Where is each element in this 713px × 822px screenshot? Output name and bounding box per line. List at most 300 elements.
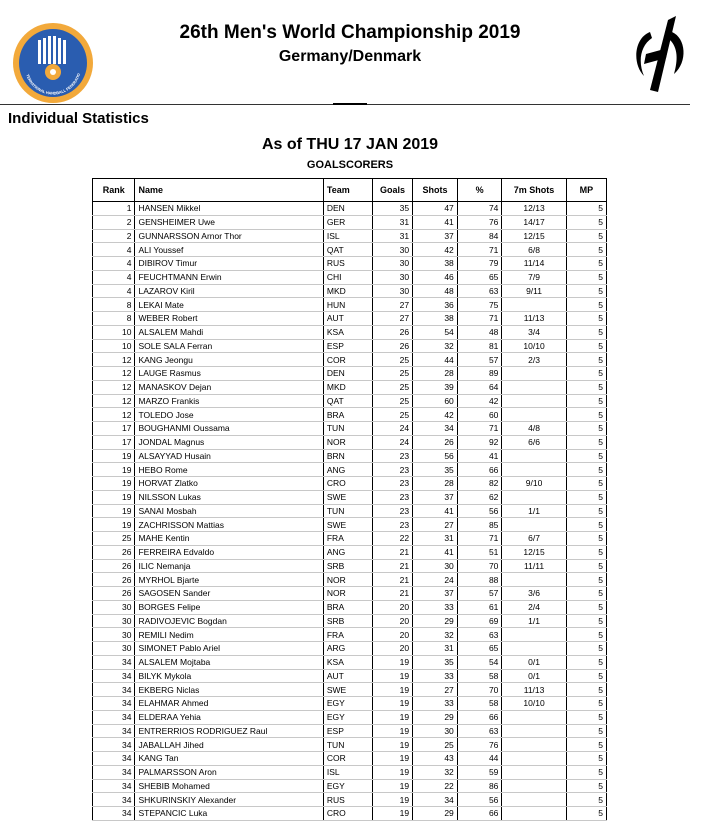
table-row xyxy=(93,229,607,243)
percent-cell: 63 xyxy=(457,628,502,642)
percent-cell: 82 xyxy=(457,477,502,491)
name-cell: SAGOSEN Sander xyxy=(135,587,323,601)
percent-cell: 63 xyxy=(457,724,502,738)
7m-shots-cell: 0/1 xyxy=(502,669,566,683)
team-cell: TUN xyxy=(323,504,372,518)
mp-cell: 5 xyxy=(566,312,606,326)
7m-shots-cell xyxy=(502,298,566,312)
mp-cell: 5 xyxy=(566,724,606,738)
table-row xyxy=(93,270,607,284)
7m-shots-cell: 9/10 xyxy=(502,477,566,491)
name-cell: NILSSON Lukas xyxy=(135,490,323,504)
goals-cell: 19 xyxy=(372,765,412,779)
rank-cell: 34 xyxy=(93,683,135,697)
name-cell: EKBERG Niclas xyxy=(135,683,323,697)
goals-cell: 21 xyxy=(372,573,412,587)
7m-shots-cell: 11/11 xyxy=(502,559,566,573)
name-cell: HEBO Rome xyxy=(135,463,323,477)
percent-cell: 74 xyxy=(457,202,502,216)
team-cell: BRN xyxy=(323,449,372,463)
goals-cell: 20 xyxy=(372,600,412,614)
ihf-logo-text: TERNATIONAL HANDBALL FEDERATIO xyxy=(25,72,82,96)
mp-cell: 5 xyxy=(566,573,606,587)
percent-cell: 65 xyxy=(457,270,502,284)
table-row xyxy=(93,202,607,216)
7m-shots-cell: 7/9 xyxy=(502,270,566,284)
mp-cell: 5 xyxy=(566,243,606,257)
rank-cell: 4 xyxy=(93,270,135,284)
shots-cell: 38 xyxy=(413,312,458,326)
goals-cell: 30 xyxy=(372,257,412,271)
percent-cell: 89 xyxy=(457,367,502,381)
percent-cell: 58 xyxy=(457,669,502,683)
rank-cell: 34 xyxy=(93,697,135,711)
7m-shots-cell: 10/10 xyxy=(502,697,566,711)
rank-cell: 34 xyxy=(93,765,135,779)
shots-cell: 56 xyxy=(413,449,458,463)
rank-cell: 2 xyxy=(93,215,135,229)
team-cell: DEN xyxy=(323,202,372,216)
goals-cell: 31 xyxy=(372,215,412,229)
rank-cell: 17 xyxy=(93,422,135,436)
rank-cell: 34 xyxy=(93,807,135,821)
section-title: Individual Statistics xyxy=(8,110,149,127)
7m-shots-cell xyxy=(502,380,566,394)
col-header-name: Name xyxy=(135,179,323,202)
goals-cell: 23 xyxy=(372,518,412,532)
mp-cell: 5 xyxy=(566,504,606,518)
percent-cell: 51 xyxy=(457,545,502,559)
percent-cell: 70 xyxy=(457,683,502,697)
percent-cell: 60 xyxy=(457,408,502,422)
name-cell: WEBER Robert xyxy=(135,312,323,326)
shots-cell: 22 xyxy=(413,779,458,793)
mp-cell: 5 xyxy=(566,202,606,216)
table-row xyxy=(93,477,607,491)
mp-cell: 5 xyxy=(566,490,606,504)
name-cell: ALSAYYAD Husain xyxy=(135,449,323,463)
rank-cell: 34 xyxy=(93,710,135,724)
7m-shots-cell: 11/14 xyxy=(502,257,566,271)
percent-cell: 66 xyxy=(457,807,502,821)
rank-cell: 30 xyxy=(93,628,135,642)
shots-cell: 37 xyxy=(413,229,458,243)
shots-cell: 26 xyxy=(413,435,458,449)
mp-cell: 5 xyxy=(566,463,606,477)
shots-cell: 29 xyxy=(413,710,458,724)
goals-cell: 26 xyxy=(372,339,412,353)
team-cell: QAT xyxy=(323,394,372,408)
shots-cell: 27 xyxy=(413,683,458,697)
percent-cell: 41 xyxy=(457,449,502,463)
rank-cell: 4 xyxy=(93,243,135,257)
table-row xyxy=(93,298,607,312)
mp-cell: 5 xyxy=(566,642,606,656)
goals-cell: 21 xyxy=(372,545,412,559)
table-row xyxy=(93,312,607,326)
goalscorers-table xyxy=(92,178,607,821)
mp-cell: 5 xyxy=(566,793,606,807)
shots-cell: 29 xyxy=(413,807,458,821)
name-cell: BORGES Felipe xyxy=(135,600,323,614)
percent-cell: 76 xyxy=(457,738,502,752)
rank-cell: 34 xyxy=(93,793,135,807)
table-row xyxy=(93,738,607,752)
goals-cell: 25 xyxy=(372,408,412,422)
7m-shots-cell: 12/13 xyxy=(502,202,566,216)
7m-shots-cell: 1/1 xyxy=(502,504,566,518)
mp-cell: 5 xyxy=(566,587,606,601)
rank-cell: 25 xyxy=(93,532,135,546)
team-cell: NOR xyxy=(323,435,372,449)
goals-cell: 25 xyxy=(372,367,412,381)
shots-cell: 24 xyxy=(413,573,458,587)
team-cell: SWE xyxy=(323,683,372,697)
percent-cell: 64 xyxy=(457,380,502,394)
shots-cell: 41 xyxy=(413,215,458,229)
table-row xyxy=(93,532,607,546)
table-header-row xyxy=(93,179,607,202)
mp-cell: 5 xyxy=(566,394,606,408)
col-header-mp: MP xyxy=(566,179,606,202)
mp-cell: 5 xyxy=(566,325,606,339)
7m-shots-cell xyxy=(502,367,566,381)
table-row xyxy=(93,752,607,766)
mp-cell: 5 xyxy=(566,422,606,436)
percent-cell: 81 xyxy=(457,339,502,353)
table-row xyxy=(93,669,607,683)
goals-cell: 20 xyxy=(372,628,412,642)
percent-cell: 65 xyxy=(457,642,502,656)
col-header-7m-shots: 7m Shots xyxy=(502,179,566,202)
goals-cell: 20 xyxy=(372,642,412,656)
goals-cell: 24 xyxy=(372,435,412,449)
percent-cell: 71 xyxy=(457,312,502,326)
7m-shots-cell xyxy=(502,642,566,656)
percent-cell: 59 xyxy=(457,765,502,779)
shots-cell: 28 xyxy=(413,477,458,491)
7m-shots-cell xyxy=(502,408,566,422)
page-title: 26th Men's World Championship 2019 xyxy=(179,22,521,43)
rank-cell: 8 xyxy=(93,312,135,326)
team-cell: CHI xyxy=(323,270,372,284)
percent-cell: 92 xyxy=(457,435,502,449)
goals-cell: 19 xyxy=(372,655,412,669)
shots-cell: 42 xyxy=(413,408,458,422)
table-row xyxy=(93,655,607,669)
table-row xyxy=(93,353,607,367)
rank-cell: 12 xyxy=(93,367,135,381)
team-cell: MKD xyxy=(323,284,372,298)
goals-cell: 19 xyxy=(372,669,412,683)
table-row xyxy=(93,215,607,229)
mp-cell: 5 xyxy=(566,339,606,353)
table-row xyxy=(93,394,607,408)
shots-cell: 25 xyxy=(413,738,458,752)
name-cell: JABALLAH Jihed xyxy=(135,738,323,752)
goals-cell: 23 xyxy=(372,463,412,477)
goals-cell: 31 xyxy=(372,229,412,243)
name-cell: LAZAROV Kiril xyxy=(135,284,323,298)
team-cell: EGY xyxy=(323,779,372,793)
goals-cell: 19 xyxy=(372,779,412,793)
7m-shots-cell: 2/4 xyxy=(502,600,566,614)
team-cell: AUT xyxy=(323,312,372,326)
table-row xyxy=(93,380,607,394)
goals-cell: 19 xyxy=(372,683,412,697)
shots-cell: 28 xyxy=(413,367,458,381)
table-row xyxy=(93,683,607,697)
name-cell: LEKAI Mate xyxy=(135,298,323,312)
team-cell: SWE xyxy=(323,490,372,504)
7m-shots-cell xyxy=(502,793,566,807)
table-row xyxy=(93,807,607,821)
rank-cell: 19 xyxy=(93,463,135,477)
percent-cell: 56 xyxy=(457,504,502,518)
7m-shots-cell xyxy=(502,573,566,587)
rank-cell: 34 xyxy=(93,669,135,683)
goals-cell: 22 xyxy=(372,532,412,546)
goals-cell: 25 xyxy=(372,394,412,408)
name-cell: MARZO Frankis xyxy=(135,394,323,408)
goals-cell: 25 xyxy=(372,353,412,367)
rank-cell: 26 xyxy=(93,545,135,559)
table-row xyxy=(93,600,607,614)
team-cell: DEN xyxy=(323,367,372,381)
team-cell: MKD xyxy=(323,380,372,394)
goals-cell: 35 xyxy=(372,202,412,216)
team-cell: KSA xyxy=(323,325,372,339)
team-cell: FRA xyxy=(323,628,372,642)
team-cell: ARG xyxy=(323,642,372,656)
mp-cell: 5 xyxy=(566,779,606,793)
shots-cell: 38 xyxy=(413,257,458,271)
name-cell: ELAHMAR Ahmed xyxy=(135,697,323,711)
rank-cell: 4 xyxy=(93,284,135,298)
shots-cell: 37 xyxy=(413,490,458,504)
name-cell: BOUGHANMI Oussama xyxy=(135,422,323,436)
team-cell: SRB xyxy=(323,559,372,573)
goals-cell: 21 xyxy=(372,587,412,601)
team-cell: TUN xyxy=(323,738,372,752)
table-row xyxy=(93,518,607,532)
goals-cell: 21 xyxy=(372,559,412,573)
percent-cell: 84 xyxy=(457,229,502,243)
goals-cell: 24 xyxy=(372,422,412,436)
mp-cell: 5 xyxy=(566,408,606,422)
percent-cell: 66 xyxy=(457,463,502,477)
mp-cell: 5 xyxy=(566,600,606,614)
shots-cell: 43 xyxy=(413,752,458,766)
col-header-goals: Goals xyxy=(372,179,412,202)
percent-cell: 71 xyxy=(457,243,502,257)
rank-cell: 30 xyxy=(93,642,135,656)
team-cell: CRO xyxy=(323,477,372,491)
rank-cell: 19 xyxy=(93,504,135,518)
7m-shots-cell: 4/8 xyxy=(502,422,566,436)
mp-cell: 5 xyxy=(566,683,606,697)
team-cell: FRA xyxy=(323,532,372,546)
shots-cell: 47 xyxy=(413,202,458,216)
mp-cell: 5 xyxy=(566,367,606,381)
7m-shots-cell: 6/8 xyxy=(502,243,566,257)
name-cell: ALSALEM Mahdi xyxy=(135,325,323,339)
name-cell: JONDAL Magnus xyxy=(135,435,323,449)
mp-cell: 5 xyxy=(566,380,606,394)
mp-cell: 5 xyxy=(566,449,606,463)
rank-cell: 12 xyxy=(93,353,135,367)
rank-cell: 26 xyxy=(93,573,135,587)
table-row xyxy=(93,642,607,656)
as-of-date: As of THU 17 JAN 2019 xyxy=(261,136,439,153)
rank-cell: 30 xyxy=(93,600,135,614)
table-row xyxy=(93,724,607,738)
name-cell: ELDERAA Yehia xyxy=(135,710,323,724)
mp-cell: 5 xyxy=(566,710,606,724)
7m-shots-cell xyxy=(502,463,566,477)
7m-shots-cell: 3/4 xyxy=(502,325,566,339)
mp-cell: 5 xyxy=(566,353,606,367)
mp-cell: 5 xyxy=(566,614,606,628)
col-header-team: Team xyxy=(323,179,372,202)
rank-cell: 34 xyxy=(93,724,135,738)
name-cell: STEPANCIC Luka xyxy=(135,807,323,821)
shots-cell: 54 xyxy=(413,325,458,339)
goals-cell: 19 xyxy=(372,697,412,711)
mp-cell: 5 xyxy=(566,697,606,711)
percent-cell: 70 xyxy=(457,559,502,573)
7m-shots-cell: 9/11 xyxy=(502,284,566,298)
name-cell: LAUGE Rasmus xyxy=(135,367,323,381)
shots-cell: 35 xyxy=(413,463,458,477)
col-header-percent: % xyxy=(457,179,502,202)
percent-cell: 54 xyxy=(457,655,502,669)
7m-shots-cell xyxy=(502,807,566,821)
mp-cell: 5 xyxy=(566,752,606,766)
7m-shots-cell xyxy=(502,394,566,408)
team-cell: COR xyxy=(323,353,372,367)
percent-cell: 71 xyxy=(457,532,502,546)
7m-shots-cell: 10/10 xyxy=(502,339,566,353)
mp-cell: 5 xyxy=(566,229,606,243)
percent-cell: 48 xyxy=(457,325,502,339)
team-cell: KSA xyxy=(323,655,372,669)
goals-cell: 23 xyxy=(372,504,412,518)
7m-shots-cell xyxy=(502,710,566,724)
name-cell: BILYK Mykola xyxy=(135,669,323,683)
7m-shots-cell: 11/13 xyxy=(502,312,566,326)
percent-cell: 75 xyxy=(457,298,502,312)
percent-cell: 85 xyxy=(457,518,502,532)
mp-cell: 5 xyxy=(566,532,606,546)
team-cell: BRA xyxy=(323,408,372,422)
shots-cell: 37 xyxy=(413,587,458,601)
team-cell: RUS xyxy=(323,257,372,271)
name-cell: SOLE SALA Ferran xyxy=(135,339,323,353)
rank-cell: 34 xyxy=(93,752,135,766)
name-cell: MAHE Kentin xyxy=(135,532,323,546)
goals-cell: 26 xyxy=(372,325,412,339)
name-cell: KANG Jeongu xyxy=(135,353,323,367)
rank-cell: 12 xyxy=(93,380,135,394)
table-row xyxy=(93,710,607,724)
mp-cell: 5 xyxy=(566,518,606,532)
7m-shots-cell: 1/1 xyxy=(502,614,566,628)
rank-cell: 12 xyxy=(93,408,135,422)
team-cell: NOR xyxy=(323,587,372,601)
7m-shots-cell: 14/17 xyxy=(502,215,566,229)
table-row xyxy=(93,490,607,504)
team-cell: ANG xyxy=(323,463,372,477)
percent-cell: 57 xyxy=(457,587,502,601)
mp-cell: 5 xyxy=(566,738,606,752)
rank-cell: 19 xyxy=(93,518,135,532)
header-divider-accent xyxy=(333,103,367,105)
shots-cell: 32 xyxy=(413,765,458,779)
goals-cell: 30 xyxy=(372,243,412,257)
table-row xyxy=(93,284,607,298)
name-cell: FERREIRA Edvaldo xyxy=(135,545,323,559)
percent-cell: 61 xyxy=(457,600,502,614)
table-row xyxy=(93,422,607,436)
rank-cell: 8 xyxy=(93,298,135,312)
percent-cell: 69 xyxy=(457,614,502,628)
shots-cell: 46 xyxy=(413,270,458,284)
7m-shots-cell: 0/1 xyxy=(502,655,566,669)
goals-cell: 23 xyxy=(372,449,412,463)
shots-cell: 44 xyxy=(413,353,458,367)
col-header-rank: Rank xyxy=(93,179,135,202)
shots-cell: 30 xyxy=(413,724,458,738)
mp-cell: 5 xyxy=(566,477,606,491)
team-cell: COR xyxy=(323,752,372,766)
shots-cell: 60 xyxy=(413,394,458,408)
team-cell: RUS xyxy=(323,793,372,807)
team-cell: CRO xyxy=(323,807,372,821)
mp-cell: 5 xyxy=(566,545,606,559)
table-row xyxy=(93,614,607,628)
name-cell: KANG Tan xyxy=(135,752,323,766)
name-cell: HORVAT Zlatko xyxy=(135,477,323,491)
percent-cell: 56 xyxy=(457,793,502,807)
name-cell: FEUCHTMANN Erwin xyxy=(135,270,323,284)
mp-cell: 5 xyxy=(566,435,606,449)
shots-cell: 33 xyxy=(413,600,458,614)
goals-cell: 23 xyxy=(372,490,412,504)
goals-cell: 19 xyxy=(372,710,412,724)
7m-shots-cell xyxy=(502,490,566,504)
shots-cell: 32 xyxy=(413,339,458,353)
table-row xyxy=(93,765,607,779)
rank-cell: 34 xyxy=(93,655,135,669)
rank-cell: 34 xyxy=(93,738,135,752)
name-cell: SANAI Mosbah xyxy=(135,504,323,518)
name-cell: SHKURINSKIY Alexander xyxy=(135,793,323,807)
goals-cell: 27 xyxy=(372,298,412,312)
goals-cell: 25 xyxy=(372,380,412,394)
percent-cell: 58 xyxy=(457,697,502,711)
table-row xyxy=(93,587,607,601)
team-cell: ESP xyxy=(323,724,372,738)
shots-cell: 34 xyxy=(413,793,458,807)
7m-shots-cell: 6/6 xyxy=(502,435,566,449)
shots-cell: 34 xyxy=(413,422,458,436)
table-row xyxy=(93,573,607,587)
percent-cell: 44 xyxy=(457,752,502,766)
shots-cell: 33 xyxy=(413,669,458,683)
table-row xyxy=(93,435,607,449)
name-cell: ILIC Nemanja xyxy=(135,559,323,573)
